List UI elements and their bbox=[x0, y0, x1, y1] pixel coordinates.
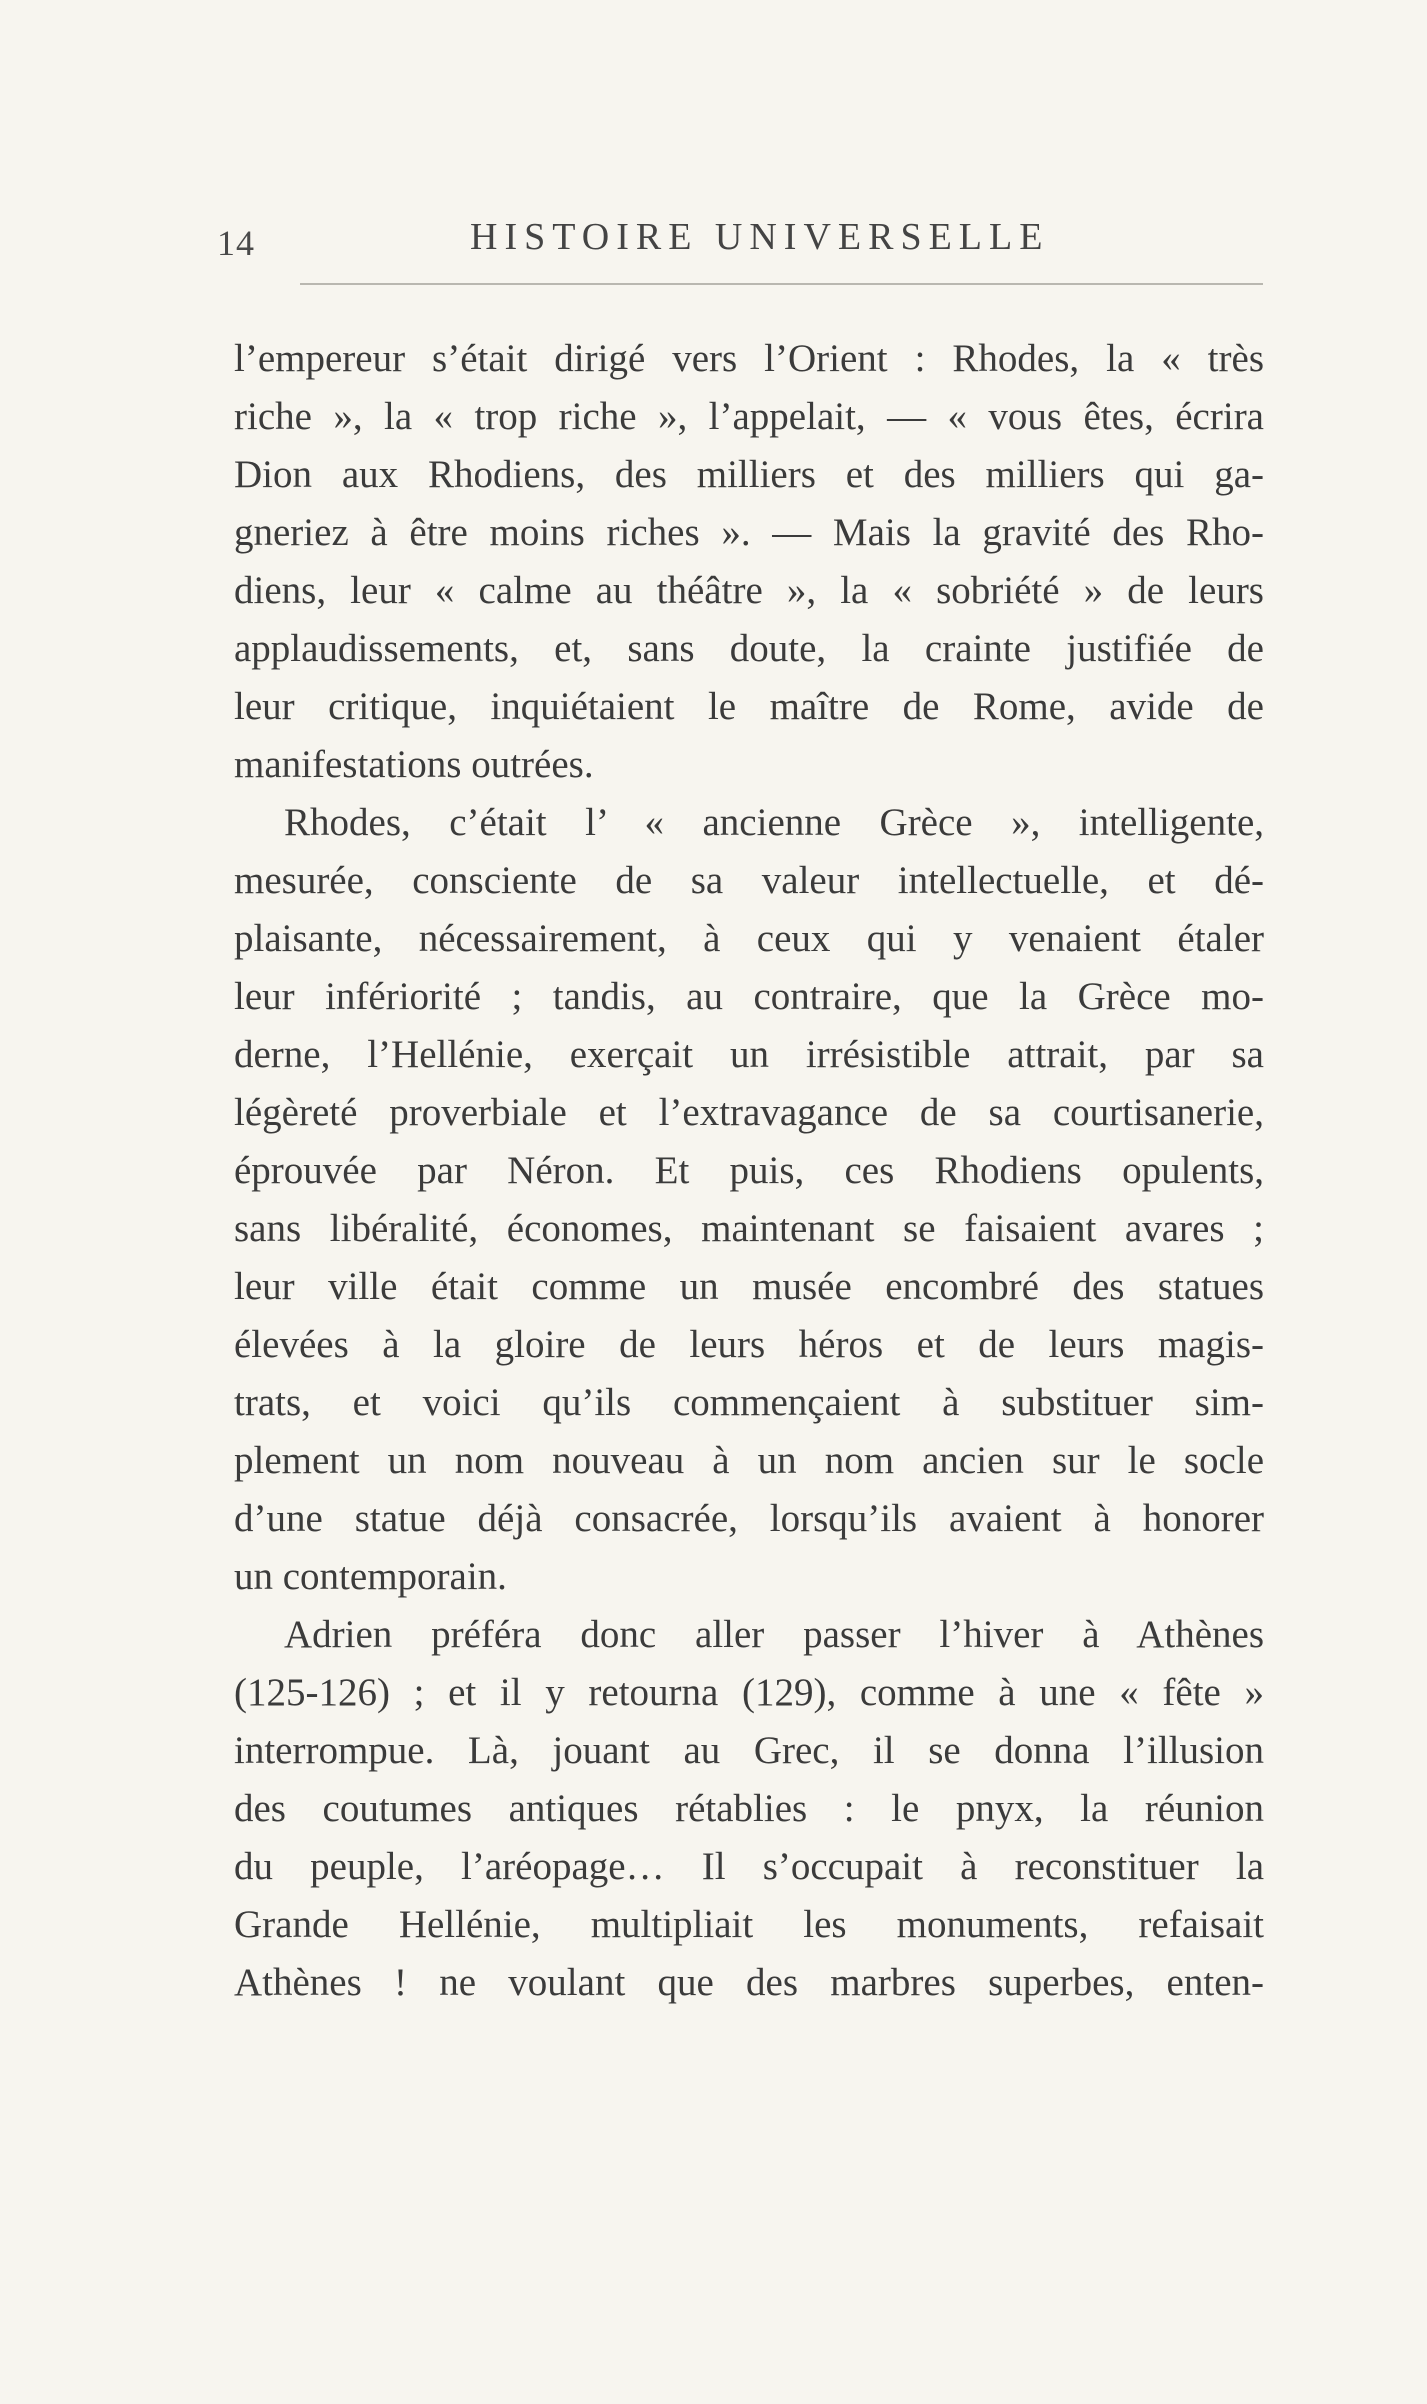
page-number: 14 bbox=[217, 223, 255, 263]
text-line: interrompue. Là, jouant au Grec, il se donna l’illusion bbox=[234, 1729, 1264, 1772]
text-line: plement un nom nouveau à un nom ancien sur le socle bbox=[234, 1439, 1264, 1482]
text-line: mesurée, consciente de sa valeur intellectuelle, et dé- bbox=[234, 859, 1264, 902]
text-line: derne, l’Hellénie, exerçait un irrésistible attrait, par sa bbox=[234, 1033, 1264, 1076]
text-line: d’une statue déjà consacrée, lorsqu’ils avaient à honorer bbox=[234, 1497, 1264, 1540]
text-block bbox=[234, 330, 1264, 2012]
text-line: trats, et voici qu’ils commençaient à substituer sim- bbox=[234, 1381, 1264, 1424]
text-line: gneriez à être moins riches ». — Mais la gravité des Rho- bbox=[234, 511, 1264, 554]
text-line: leur infériorité ; tandis, au contraire, que la Grèce mo- bbox=[234, 975, 1264, 1018]
text-line: leur ville était comme un musée encombré des statues bbox=[234, 1265, 1264, 1308]
text-line: diens, leur « calme au théâtre », la « sobriété » de leurs bbox=[234, 569, 1264, 612]
text-line: (125-126) ; et il y retourna (129), comme à une « fête » bbox=[234, 1671, 1264, 1714]
text-line: Rhodes, c’était l’ « ancienne Grèce », intelligente, bbox=[284, 801, 1264, 844]
text-line: légèreté proverbiale et l’extravagance de sa courtisanerie, bbox=[234, 1091, 1264, 1134]
text-line: éprouvée par Néron. Et puis, ces Rhodiens opulents, bbox=[234, 1149, 1264, 1192]
text-line: Grande Hellénie, multipliait les monuments, refaisait bbox=[234, 1903, 1264, 1946]
text-line: élevées à la gloire de leurs héros et de leurs magis- bbox=[234, 1323, 1264, 1366]
text-line: plaisante, nécessairement, à ceux qui y venaient étaler bbox=[234, 917, 1264, 960]
text-line: des coutumes antiques rétablies : le pnyx, la réunion bbox=[234, 1787, 1264, 1830]
text-line: riche », la « trop riche », l’appelait, — « vous êtes, écrira bbox=[234, 395, 1264, 438]
text-line: Athènes ! ne voulant que des marbres superbes, enten- bbox=[234, 1961, 1264, 2004]
text-line: applaudissements, et, sans doute, la crainte justifiée de bbox=[234, 627, 1264, 670]
text-line: Dion aux Rhodiens, des milliers et des milliers qui ga- bbox=[234, 453, 1264, 496]
text-line: sans libéralité, économes, maintenant se faisaient avares ; bbox=[234, 1207, 1264, 1250]
text-line: Adrien préféra donc aller passer l’hiver à Athènes bbox=[284, 1613, 1264, 1656]
header-rule bbox=[300, 283, 1263, 285]
text-line: manifestations outrées. bbox=[234, 743, 594, 786]
text-line: l’empereur s’était dirigé vers l’Orient : Rhodes, la « très bbox=[234, 337, 1264, 380]
text-line: leur critique, inquiétaient le maître de Rome, avide de bbox=[234, 685, 1264, 728]
text-line: du peuple, l’aréopage… Il s’occupait à reconstituer la bbox=[234, 1845, 1264, 1888]
text-line: un contemporain. bbox=[234, 1555, 507, 1598]
running-title: HISTOIRE UNIVERSELLE bbox=[470, 216, 1050, 258]
